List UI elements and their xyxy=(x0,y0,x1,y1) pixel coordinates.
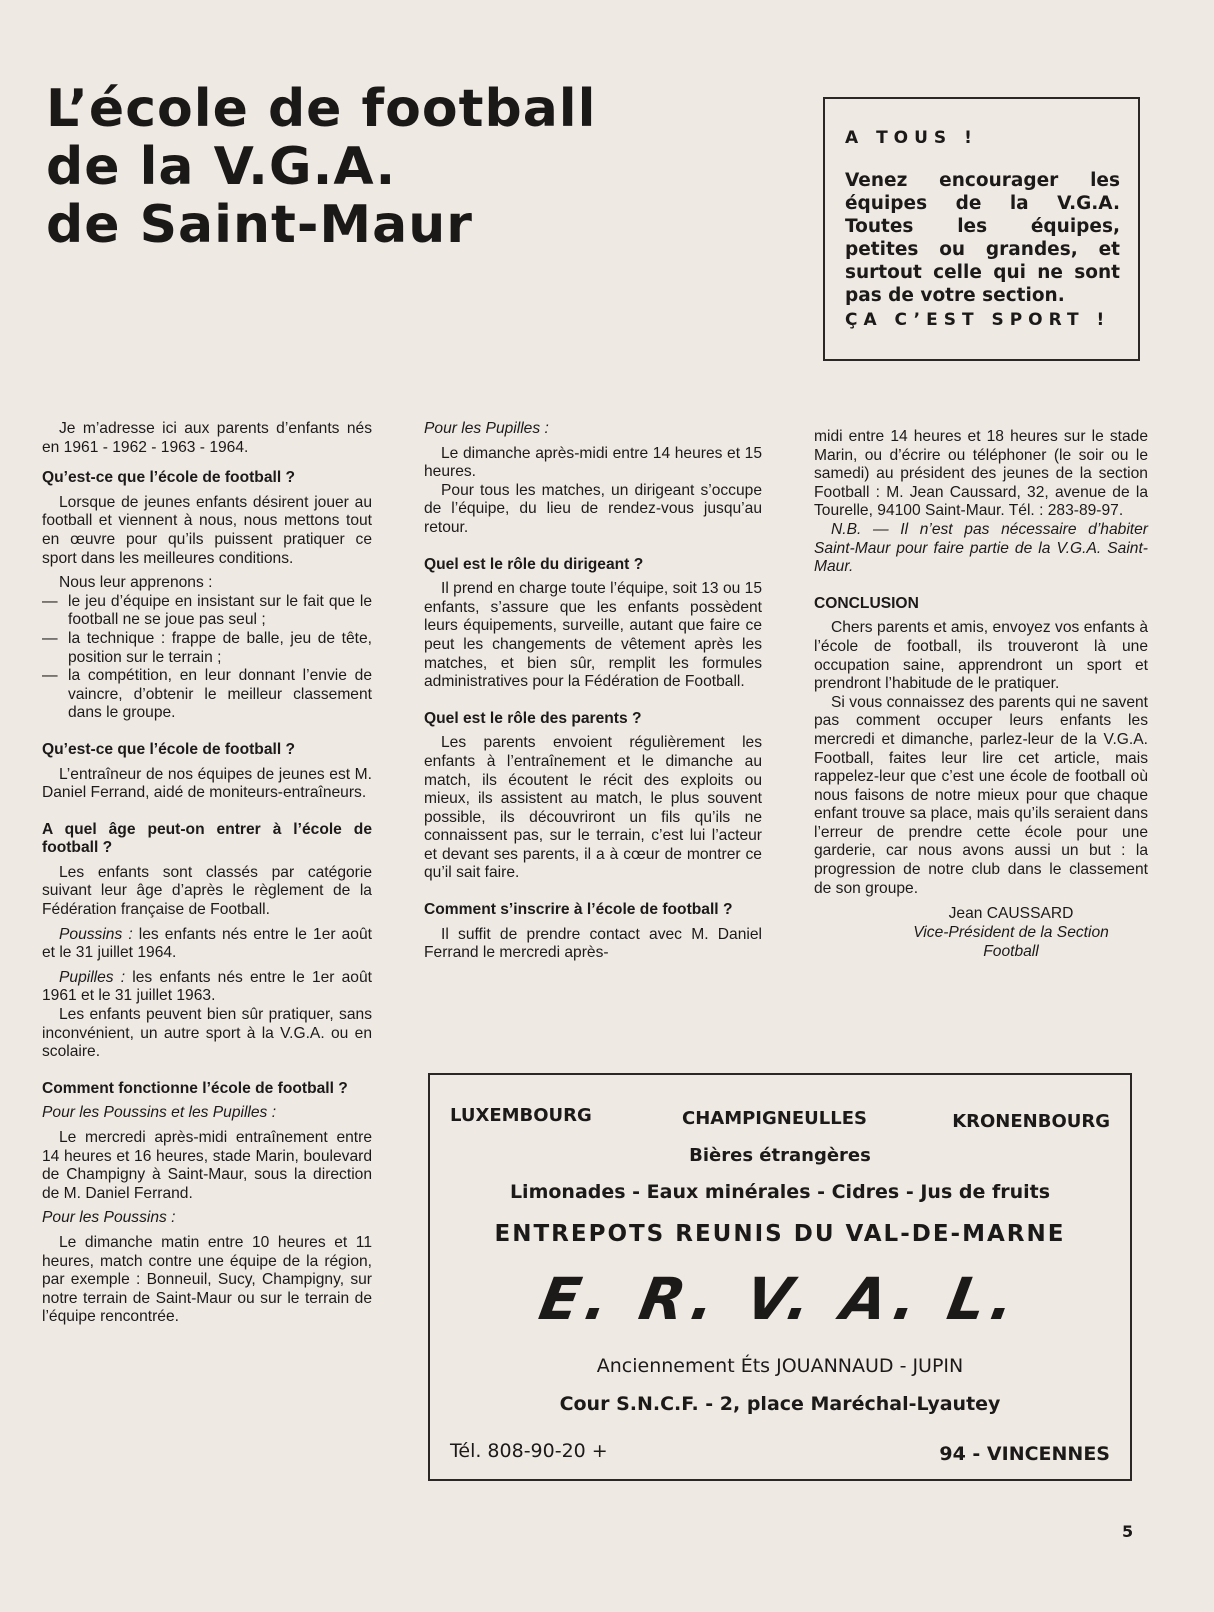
list-item: — la technique : frappe de balle, jeu de tête, position sur le terrain ; xyxy=(42,629,372,666)
signature-role-2: Football xyxy=(983,943,1039,961)
ad-phone: Tél. 808-90-20 + xyxy=(450,1440,608,1462)
poussins-text: les enfants nés entre le 1er août et le 31 juillet 1964. xyxy=(42,925,372,962)
article-column-2 xyxy=(424,420,762,969)
poussins-label: Poussins : xyxy=(59,925,133,943)
list-dash: — xyxy=(42,667,58,685)
paragraph-age: Les enfants sont classés par catégorie suivant leur âge d’après le règlement de la Fédération française de Football. xyxy=(42,863,372,919)
list-dash: — xyxy=(42,592,58,610)
heading-parents-role: Quel est le rôle des parents ? xyxy=(424,709,642,727)
ad-brand-luxembourg: LUXEMBOURG xyxy=(450,1105,592,1126)
heading-leader-role: Quel est le rôle du dirigeant ? xyxy=(424,555,644,573)
title-line-3: de Saint-Maur xyxy=(46,195,473,255)
paragraph-sunday-morning: Le dimanche matin entre 10 heures et 11 heures, match contre une équipe de la région, par exemple : Bonneuil, Sucy, Champigny, sur notre terrain de Saint-Maur ou sur le terrain de l’équipe rencontrée. xyxy=(42,1233,372,1326)
paragraph-contact: midi entre 14 heures et 18 heures sur le stade Marin, ou d’écrire ou téléphoner (le soir ou le samedi) au président des jeunes de la section Football : M. Jean Caussard, 32, avenue de la Tourelle, 94100 Saint-Maur. Tél. : 283-89-97. xyxy=(814,428,1148,520)
ad-drinks-line: Limonades - Eaux minérales - Cidres - Jus de fruits xyxy=(509,1181,1051,1203)
page-number: 5 xyxy=(1122,1522,1134,1541)
ad-address: Cour S.N.C.F. - 2, place Maréchal-Lyautey xyxy=(559,1393,1001,1415)
paragraph-conclusion-1: Chers parents et amis, envoyez vos enfants à l’école de football, ils trouveront là une occupation saine, apprendront un sport et prendront l’habitude de le pratiquer. xyxy=(814,619,1148,693)
paragraph-coach: L’entraîneur de nos équipes de jeunes est M. Daniel Ferrand, aidé de moniteurs-entraîneurs. xyxy=(42,765,372,802)
paragraph-nb: N.B. — Il n’est pas nécessaire d’habiter Saint-Maur pour faire partie de la V.G.A. Saint-Maur. xyxy=(814,520,1148,576)
heading-what-is-school: Qu’est-ce que l’école de football ? xyxy=(42,469,296,487)
list-item: — la compétition, en leur donnant l’envie de vaincre, d’obtenir le meilleur classement dans le groupe. xyxy=(42,667,372,722)
heading-conclusion: CONCLUSION xyxy=(814,594,919,612)
paragraph-other-sport: Les enfants peuvent bien sûr pratiquer, sans inconvénient, un autre sport à la V.G.A. ou en scolaire. xyxy=(42,1006,372,1061)
paragraph-leader-role: Il prend en charge toute l’équipe, soit 13 ou 15 enfants, s’assure que les enfants possèdent leurs équipements, surveille, autant que faire ce peut les changements de vêtement après les matches, et bien sûr, remplit les formules administratives pour la Fédération de Football. xyxy=(424,580,762,691)
paragraph-wednesday: Le mercredi après-midi entraînement entre 14 heures et 16 heures, stade Marin, boulevard de Champigny à Saint-Maur, sous la direction de M. Daniel Ferrand. xyxy=(42,1129,372,1202)
ad-brand-champigneulles: CHAMPIGNEULLES xyxy=(682,1108,867,1129)
paragraph-sunday-afternoon: Le dimanche après-midi entre 14 heures et 15 heures. xyxy=(424,444,762,481)
list-dash: — xyxy=(42,629,58,647)
signature-name: Jean CAUSSARD xyxy=(948,905,1074,923)
ad-company-name: ENTREPOTS REUNIS DU VAL-DE-MARNE xyxy=(494,1221,1066,1247)
paragraph-matches: Pour tous les matches, un dirigeant s’occupe de l’équipe, du lieu de rendez-vous jusqu’au retour. xyxy=(424,481,762,536)
title-line-2: de la V.G.A. xyxy=(46,137,397,197)
notice-heading: A TOUS ! xyxy=(845,128,978,148)
page-title xyxy=(46,80,766,254)
ad-beers-line: Bières étrangères xyxy=(689,1145,871,1166)
pupilles-label: Pupilles : xyxy=(59,968,126,986)
heading-register: Comment s’inscrire à l’école de football ? xyxy=(424,901,733,919)
advertisement xyxy=(428,1073,1132,1481)
heading-what-is-school-2: Qu’est-ce que l’école de football ? xyxy=(42,740,296,758)
heading-how: Comment fonctionne l’école de football ? xyxy=(42,1079,348,1097)
ad-city: 94 - VINCENNES xyxy=(939,1443,1110,1465)
paragraph-pupilles xyxy=(42,969,372,1006)
paragraph-we-teach: Nous leur apprenons : xyxy=(59,574,213,592)
paragraph-poussins xyxy=(42,926,372,963)
notice-box xyxy=(823,97,1140,361)
paragraph-register: Il suffit de prendre contact avec M. Daniel Ferrand le mercredi après- xyxy=(424,925,762,962)
teaching-list xyxy=(42,593,372,723)
list-item: — le jeu d’équipe en insistant sur le fait que le football ne se joue pas seul ; xyxy=(42,592,372,629)
ad-brand-kronenbourg: KRONENBOURG xyxy=(952,1111,1110,1132)
paragraph-what-is-school: Lorsque de jeunes enfants désirent jouer au football et viennent à nous, nous mettons tout en œuvre pour qu’ils puissent pratiquer ce sport dans les meilleures conditions. xyxy=(42,493,372,567)
notice-tagline: ÇA C’EST SPORT ! xyxy=(845,310,1111,330)
intro-paragraph: Je m’adresse ici aux parents d’enfants nés en 1961 - 1962 - 1963 - 1964. xyxy=(42,420,372,456)
ad-former-name: Anciennement Éts JOUANNAUD - JUPIN xyxy=(596,1355,964,1377)
subheading-pupilles: Pour les Pupilles : xyxy=(424,420,549,437)
article-column-3 xyxy=(814,428,1148,961)
title-line-1: L’école de football xyxy=(46,79,597,139)
ad-erval-logo: E. R. V. A. L. xyxy=(534,1265,1026,1333)
signature xyxy=(874,904,1148,961)
article-column-1 xyxy=(42,420,372,1333)
signature-role-1: Vice-Président de la Section xyxy=(913,924,1109,942)
subheading-poussins: Pour les Poussins : xyxy=(42,1209,176,1227)
pupilles-text: les enfants nés entre le 1er août 1961 et le 31 juillet 1963. xyxy=(42,968,372,1005)
paragraph-parents-role: Les parents envoient régulièrement les enfants à l’entraînement et le dimanche au match, ils écoutent le récit des exploits ou mieux, ils assistent au match, le plus souvent possible, ils découvriront un fils qu’ils ne connaissent pas, sur le terrain, c’est lui l’acteur et devant ses parents, il a à cœur de montrer ce qu’il sait faire. xyxy=(424,734,762,882)
notice-body: Venez encourager les équipes de la V.G.A. Toutes les équipes, petites ou grandes, et surtout celle qui ne sont pas de votre section. xyxy=(845,170,1120,306)
heading-age: A quel âge peut-on entrer à l’école de football ? xyxy=(42,820,372,857)
subheading-both: Pour les Poussins et les Pupilles : xyxy=(42,1104,277,1122)
paragraph-conclusion-2: Si vous connaissez des parents qui ne savent pas comment occuper leurs enfants les mercredi et dimanche, parlez-leur de la V.G.A. Football, faites leur lire cet article, mais rappelez-leur que c’est une école de football où nous faisons de notre mieux pour que chaque enfant trouve sa place, mais qu’ils seraient dans l’erreur de prendre cette école pour une garderie, car nous avons aussi un but : la progression de notre club dans le classement de son groupe. xyxy=(814,693,1148,897)
